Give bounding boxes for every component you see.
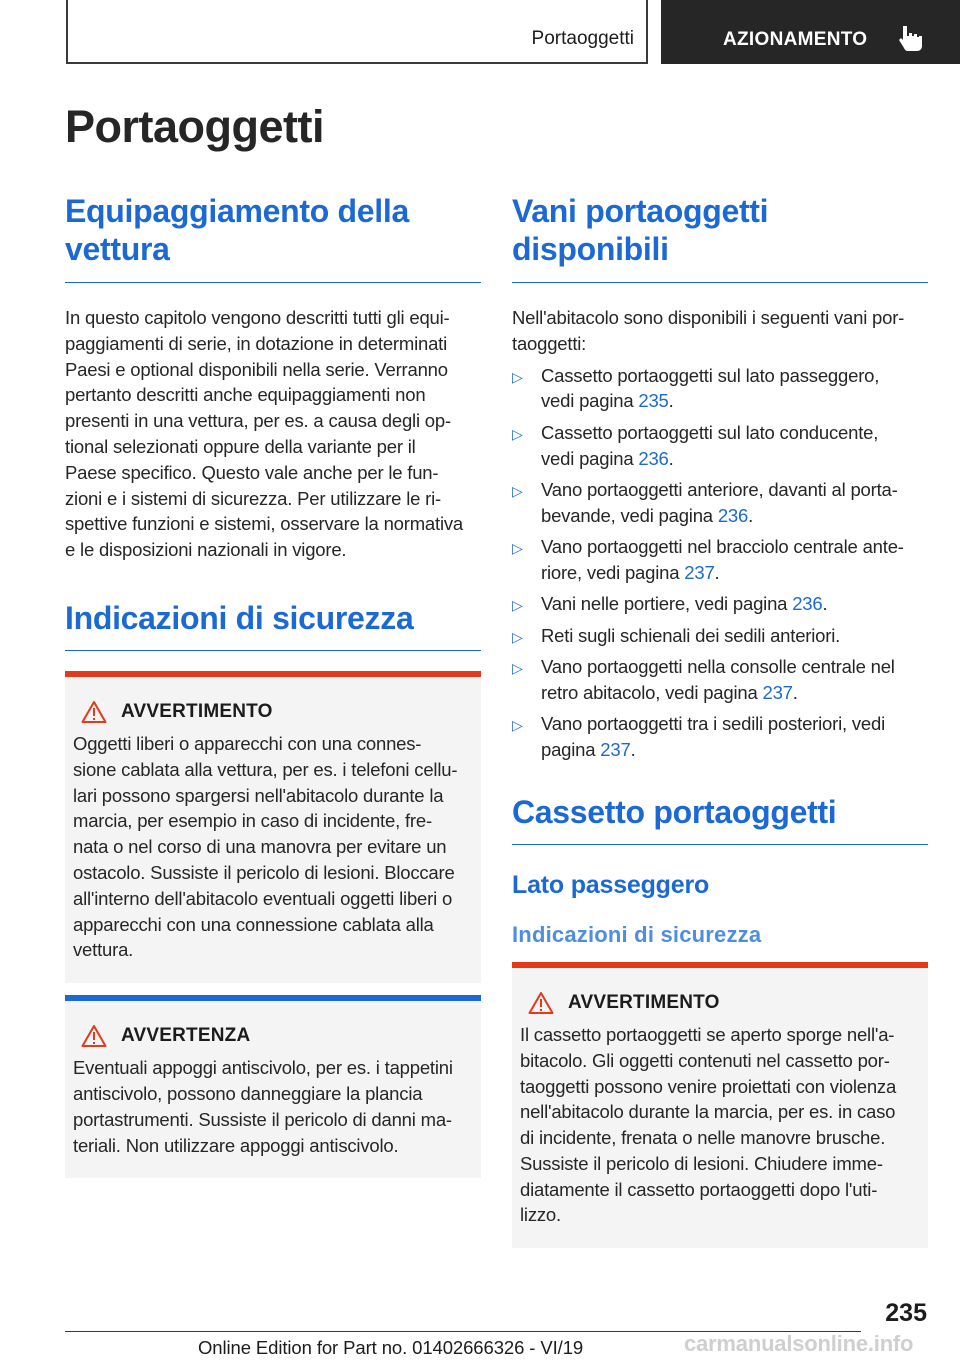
heading-rule	[512, 844, 928, 845]
caution-triangle-icon	[81, 1024, 107, 1048]
list-item: ▷ Vano portaoggetti nel bracciolo centrale ante- riore, vedi pagina 237.	[512, 536, 904, 583]
list-item: ▷ Vano portaoggetti nella consolle centrale nel retro abitacolo, vedi pagina 237.	[512, 656, 895, 703]
left-column	[65, 192, 481, 1178]
caution-text: Eventuali appoggi antiscivolo, per es. i tappetini antiscivolo, possono danneggiare la plancia portastrumenti. Sussiste il pericolo di danni ma- teriali. Non utilizzare appoggi antiscivolo.	[73, 1057, 453, 1156]
list-item: ▷ Vano portaoggetti tra i sedili posteriori, vedi pagina 237.	[512, 713, 886, 761]
page-link[interactable]: 237	[600, 739, 631, 761]
warning-text: Oggetti liberi o apparecchi con una connes- sione cablata alla vettura, per es. i telefoni cellu- lari possono spargersi nell'abitacolo durante la marcia, per esempio in caso di incidente, fre- nata o nel corso di una manovra per evitare un ostacolo. Sussiste il pericolo di lesioni. Bloccare all'interno dell'abitacolo eventuali oggetti liberi o apparecchi con una connessione cablata alla vettura.	[73, 732, 458, 961]
safety-heading: Indicazioni di sicurezza	[65, 599, 414, 636]
caution-box	[65, 995, 481, 1178]
triangle-bullet-icon: ▷	[512, 482, 523, 499]
watermark: carmanualsonline.info	[684, 1331, 914, 1356]
triangle-bullet-icon: ▷	[512, 717, 523, 734]
page-number: 235	[885, 1299, 927, 1327]
triangle-bullet-icon: ▷	[512, 540, 523, 557]
page-link[interactable]: 236	[792, 593, 823, 615]
passenger-heading: Lato passeggero	[512, 870, 710, 899]
page-link[interactable]: 236	[717, 504, 749, 526]
warning-triangle-icon	[81, 700, 107, 724]
compartments-intro: Nell'abitacolo sono disponibili i seguenti vani por- taoggetti:	[512, 307, 905, 354]
triangle-bullet-icon: ▷	[512, 425, 523, 442]
warning-title: AVVERTIMENTO	[568, 991, 720, 1013]
header-section-tab	[66, 0, 648, 64]
passenger-safety-heading: Indicazioni di sicurezza	[512, 921, 762, 947]
right-column	[512, 192, 928, 1248]
page-title: Portaoggetti	[65, 101, 324, 152]
equipment-paragraph: In questo capitolo vengono descritti tutti gli equi- paggiamenti di serie, in dotazione in determinati Paesi e optional disponibili nella serie. Verranno pertanto descritti anche equipaggiamenti non presenti in una vettura, per es. a causa degli op- tional selezionati oppure della variante per il Paese specifico. Questo vale anche per le fun- zioni e i sistemi di sicurezza. Per utilizzare le ri- spettive funzioni e sistemi, osservare la normativa e le disposizioni nazionali in vigore.	[65, 307, 464, 561]
section-title: Portaoggetti	[531, 28, 634, 49]
hand-pointer-icon	[897, 24, 923, 52]
list-item: ▷ Vano portaoggetti anteriore, davanti al porta- bevande, vedi pagina 236.	[512, 478, 898, 526]
edition-text: Online Edition for Part no. 01402666326 - VI/19	[198, 1337, 584, 1358]
triangle-bullet-icon: ▷	[512, 597, 523, 614]
equipment-heading: Equipaggiamento della vettura	[65, 193, 409, 267]
triangle-bullet-icon: ▷	[512, 368, 523, 385]
heading-rule	[512, 282, 928, 283]
list-item: ▷ Cassetto portaoggetti sul lato conducente, vedi pagina 236.	[512, 421, 879, 469]
list-item: ▷ Vani nelle portiere, vedi pagina 236.	[512, 591, 928, 617]
warning-text: Il cassetto portaoggetti se aperto sporge nell'a- bitacolo. Gli oggetti contenuti nel cassetto por- taoggetti possono venire proiettati con violenza nell'abitacolo durante la marcia, per es. in caso di incidente, frenata o nelle manovre brusche. Sussiste il pericolo di lesioni. Chiudere imme- diatamente il cassetto portaoggetti dopo l'uti- lizzo.	[520, 1023, 897, 1226]
compartments-heading: Vani portaoggetti disponibili	[512, 193, 769, 267]
heading-rule	[65, 282, 481, 283]
warning-title: AVVERTIMENTO	[121, 700, 273, 722]
warning-box	[512, 962, 928, 1248]
warning-box	[65, 671, 481, 983]
triangle-bullet-icon: ▷	[512, 660, 523, 677]
heading-rule	[65, 650, 481, 651]
compartments-list	[512, 363, 928, 763]
triangle-bullet-icon: ▷	[512, 628, 523, 645]
page-link[interactable]: 235	[638, 390, 669, 412]
list-item: ▷ Reti sugli schienali dei sedili anteriori.	[512, 623, 928, 649]
chapter-title: AZIONAMENTO	[723, 29, 868, 50]
page-link[interactable]: 237	[684, 561, 715, 583]
glovebox-heading: Cassetto portaoggetti	[512, 793, 837, 830]
warning-triangle-icon	[528, 991, 554, 1015]
page-link[interactable]: 236	[638, 447, 669, 469]
caution-title: AVVERTENZA	[121, 1025, 251, 1047]
list-item: ▷ Cassetto portaoggetti sul lato passeggero, vedi pagina 235.	[512, 364, 880, 412]
page-link[interactable]: 237	[762, 681, 793, 703]
header-chapter-tab	[661, 0, 960, 64]
